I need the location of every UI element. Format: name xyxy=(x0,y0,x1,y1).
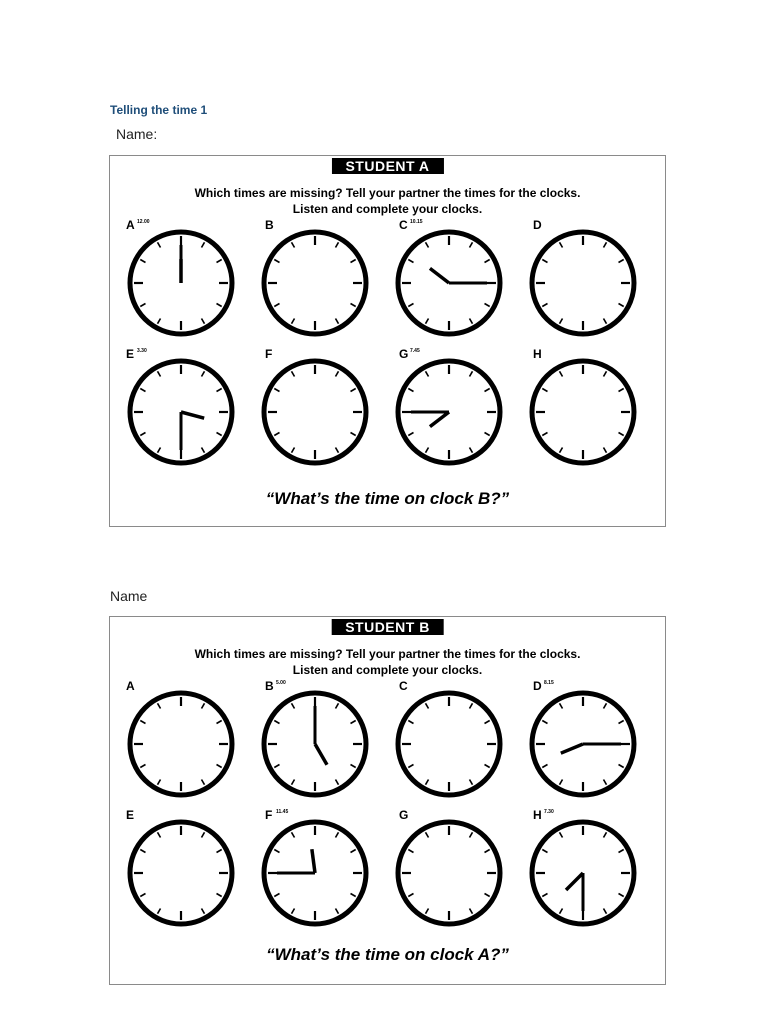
clock-face xyxy=(394,689,504,799)
clock-time-label: 8.15 xyxy=(544,680,554,686)
clock-rim xyxy=(264,232,366,334)
clock-label-b: B xyxy=(265,218,274,232)
student-b-question: “What’s the time on clock A?” xyxy=(266,945,509,964)
student-a-worksheet xyxy=(109,155,666,527)
clock-d xyxy=(528,228,638,338)
clock-h xyxy=(528,357,638,467)
student-a-badge: STUDENT A xyxy=(331,158,443,174)
clock-f xyxy=(260,818,370,928)
clock-e xyxy=(126,357,236,467)
student-b-worksheet xyxy=(109,616,666,985)
instruction-line-1: Which times are missing? Tell your partner the times for the clocks. xyxy=(194,647,581,661)
clock-d xyxy=(528,689,638,799)
clock-rim xyxy=(398,822,500,924)
student-a-question: “What’s the time on clock B?” xyxy=(265,489,510,508)
instruction-line-1: Which times are missing? Tell your partner the times for the clocks. xyxy=(194,186,581,200)
clock-face xyxy=(126,818,236,928)
clock-label-g: G xyxy=(399,808,409,822)
clock-g xyxy=(394,357,504,467)
student-b-instructions xyxy=(110,646,665,678)
clock-time-label: 11.45 xyxy=(276,809,289,815)
clock-label-c: C xyxy=(399,218,408,232)
clock-label-e: E xyxy=(126,808,135,822)
student-b-badge: STUDENT B xyxy=(331,619,444,635)
clock-label-d: D xyxy=(533,218,542,232)
clock-b xyxy=(260,228,370,338)
clock-face xyxy=(260,357,370,467)
instruction-line-2: Listen and complete your clocks. xyxy=(292,202,483,216)
clock-face xyxy=(126,689,236,799)
clock-label-f: F xyxy=(265,347,273,361)
clock-face xyxy=(528,228,638,338)
clock-time-label: 12.00 xyxy=(137,219,150,225)
clock-label-c: C xyxy=(399,679,408,693)
clock-face xyxy=(260,689,370,799)
student-b-name-label: Name xyxy=(110,588,148,604)
clock-face xyxy=(126,228,236,338)
clock-rim xyxy=(264,361,366,463)
clock-label-d: D xyxy=(533,679,542,693)
clock-face xyxy=(260,228,370,338)
clock-label-a: A xyxy=(126,679,135,693)
clock-h xyxy=(528,818,638,928)
clock-time-label: 10.15 xyxy=(410,219,423,225)
clock-label-h: H xyxy=(533,808,542,822)
clock-label-b: B xyxy=(265,679,274,693)
clock-label-e: E xyxy=(126,347,135,361)
clock-time-label: 3.30 xyxy=(137,348,147,354)
clock-e xyxy=(126,818,236,928)
clock-b xyxy=(260,689,370,799)
clock-a xyxy=(126,689,236,799)
clock-face xyxy=(528,689,638,799)
instruction-line-2: Listen and complete your clocks. xyxy=(292,663,483,677)
clock-label-h: H xyxy=(533,347,542,361)
clock-face xyxy=(394,818,504,928)
clock-label-f: F xyxy=(265,808,273,822)
clock-time-label: 5.00 xyxy=(276,680,286,686)
clock-f xyxy=(260,357,370,467)
clock-face xyxy=(528,357,638,467)
clock-time-label: 7.30 xyxy=(544,809,554,815)
clock-face xyxy=(528,818,638,928)
clock-g xyxy=(394,818,504,928)
document-title: Telling the time 1 xyxy=(110,103,208,117)
clock-c xyxy=(394,228,504,338)
clock-rim xyxy=(130,822,232,924)
clock-face xyxy=(394,357,504,467)
clock-label-a: A xyxy=(126,218,135,232)
clock-a xyxy=(126,228,236,338)
clock-c xyxy=(394,689,504,799)
clock-rim xyxy=(130,693,232,795)
clock-label-g: G xyxy=(399,347,409,361)
clock-face xyxy=(394,228,504,338)
clock-time-label: 7.45 xyxy=(410,348,420,354)
student-a-name-label: Name: xyxy=(116,126,158,142)
clock-rim xyxy=(532,361,634,463)
clock-rim xyxy=(398,693,500,795)
clock-face xyxy=(260,818,370,928)
clock-face xyxy=(126,357,236,467)
clock-rim xyxy=(532,232,634,334)
student-a-instructions xyxy=(110,185,665,217)
